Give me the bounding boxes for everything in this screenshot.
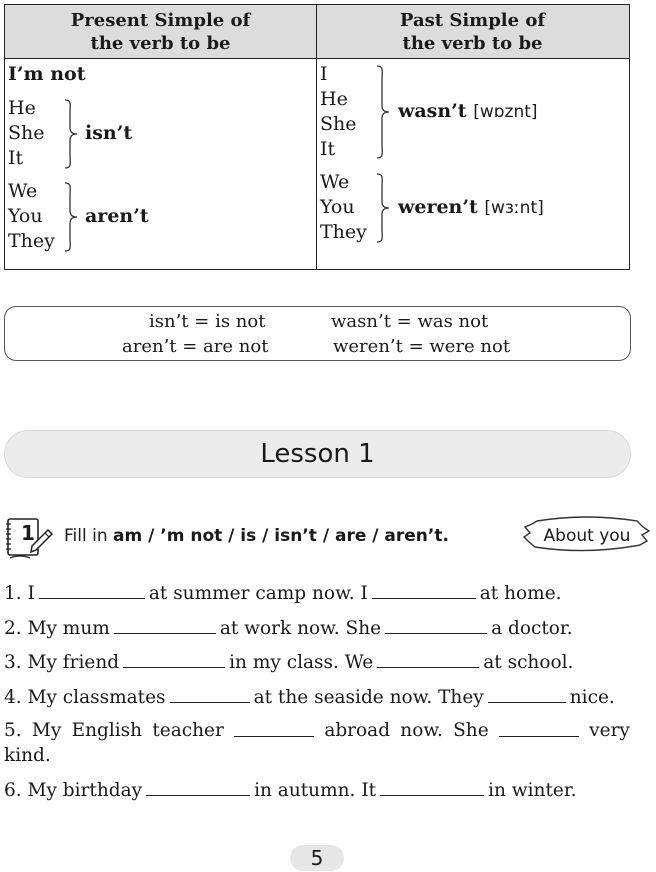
sentence-text: at work now. She — [219, 618, 382, 639]
header-present-line1: Present Simple of — [70, 10, 251, 31]
grammar-table — [4, 4, 630, 270]
lesson-banner — [4, 430, 631, 478]
past-pronoun-he: He — [320, 88, 348, 110]
past-form-wasnt — [398, 99, 538, 125]
contraction-wasnt: wasn’t = was not — [331, 311, 489, 332]
about-you-label: About you — [543, 526, 631, 546]
past-pronoun-it: It — [320, 138, 336, 160]
sentence-text: a doctor. — [491, 618, 573, 639]
answer-blank[interactable] — [114, 615, 216, 634]
sentence-text: in winter. — [488, 780, 577, 801]
sentence-text: 2. My mum — [4, 618, 110, 639]
answer-blank[interactable] — [380, 777, 484, 796]
past-pronoun-she: She — [320, 113, 357, 135]
sentence-text: 3. My friend — [4, 652, 120, 673]
answer-blank[interactable] — [123, 649, 225, 668]
sentence-text: 4. My classmates — [4, 687, 166, 708]
sentence-text: 6. My birthday — [4, 780, 143, 801]
present-pronoun-you: You — [8, 205, 43, 227]
sentence-5 — [4, 718, 630, 768]
sentence-text: She — [453, 720, 489, 741]
about-you-badge — [523, 515, 651, 561]
curly-brace-icon — [63, 182, 79, 252]
sentence-5-line1 — [4, 718, 630, 743]
sentence-4 — [4, 684, 630, 710]
present-pronoun-he: He — [8, 97, 36, 119]
sentence-1 — [4, 580, 630, 606]
present-form-arent: aren’t — [85, 205, 149, 227]
notebook-pencil-icon — [4, 516, 54, 566]
past-pronoun-they: They — [320, 221, 367, 243]
sentence-text: teacher — [152, 720, 224, 741]
contractions-box — [4, 306, 631, 361]
past-pronoun-i: I — [320, 63, 328, 85]
past-form-werent-phonetic: [wɜːnt] — [484, 198, 544, 218]
sentence-text: in autumn. It — [254, 780, 377, 801]
sentence-text: nice. — [569, 687, 615, 708]
page-number: 5 — [310, 846, 324, 870]
sentence-text: English — [71, 720, 143, 741]
answer-blank[interactable] — [146, 777, 250, 796]
sentence-text: now. — [400, 720, 443, 741]
contraction-werent: weren’t = were not — [333, 336, 511, 357]
present-pronoun-it: It — [8, 147, 24, 169]
sentence-6 — [4, 777, 630, 803]
sentence-text: in my class. We — [229, 652, 374, 673]
present-first-person: I’m not — [8, 63, 86, 85]
page-number-badge — [290, 845, 344, 871]
instruction-prefix: Fill in — [64, 526, 114, 546]
sentence-text: at summer camp now. I — [148, 583, 368, 604]
sentence-3 — [4, 649, 630, 675]
contraction-arent: aren’t = are not — [122, 336, 269, 357]
sentence-text: My — [31, 720, 62, 741]
exercise-number: 1 — [21, 521, 35, 545]
instruction-suffix: . — [442, 526, 449, 546]
sentence-text: at the seaside now. They — [253, 687, 484, 708]
answer-blank[interactable] — [372, 580, 476, 599]
present-pronoun-she: She — [8, 122, 45, 144]
sentence-text: 5. — [4, 720, 22, 741]
answer-blank[interactable] — [499, 718, 579, 737]
answer-blank[interactable] — [488, 684, 566, 703]
sentence-2 — [4, 615, 630, 641]
past-form-wasnt-phonetic: [wɒznt] — [473, 102, 538, 122]
present-pronoun-we: We — [8, 180, 38, 202]
contraction-isnt: isn’t = is not — [149, 311, 266, 332]
header-past-line1: Past Simple of — [399, 10, 546, 31]
past-pronoun-we: We — [320, 171, 350, 193]
instruction-options: am / ’m not / is / isn’t / are / aren’t — [113, 526, 443, 546]
past-form-werent — [398, 195, 544, 221]
sentence-5-line2: kind. — [4, 745, 51, 766]
past-form-werent-word: weren’t — [398, 196, 478, 218]
present-pronoun-they: They — [8, 230, 55, 252]
answer-blank[interactable] — [377, 649, 479, 668]
curly-brace-icon — [375, 173, 391, 243]
header-present-simple — [5, 5, 316, 59]
column-divider — [316, 5, 317, 269]
past-form-wasnt-word: wasn’t — [398, 100, 467, 122]
sentence-text: at home. — [479, 583, 562, 604]
answer-blank[interactable] — [385, 615, 487, 634]
header-present-line2: the verb to be — [90, 33, 231, 54]
curly-brace-icon — [63, 99, 79, 169]
present-form-isnt: isn’t — [85, 122, 133, 144]
answer-blank[interactable] — [170, 684, 250, 703]
past-pronoun-you: You — [320, 196, 355, 218]
answer-blank[interactable] — [234, 718, 314, 737]
sentence-text: abroad — [324, 720, 391, 741]
sentence-text: at school. — [483, 652, 574, 673]
header-past-line2: the verb to be — [402, 33, 543, 54]
answer-blank[interactable] — [39, 580, 145, 599]
header-past-simple — [316, 5, 629, 59]
exercise-instruction — [64, 524, 449, 548]
sentence-text: very — [589, 720, 630, 741]
curly-brace-icon — [375, 65, 391, 159]
lesson-title: Lesson 1 — [260, 439, 375, 469]
sentence-text: 1. I — [4, 583, 35, 604]
